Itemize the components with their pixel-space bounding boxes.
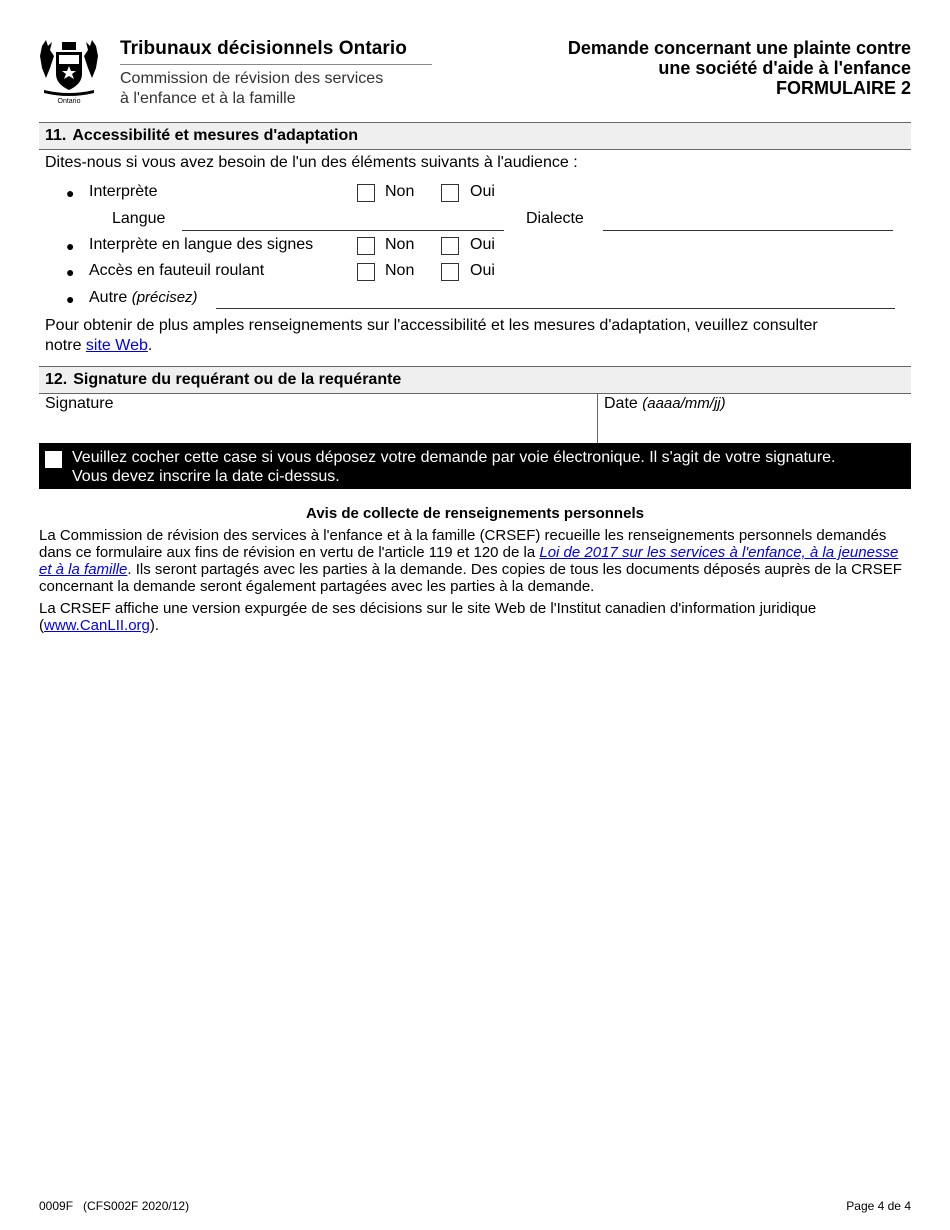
agency-rule <box>120 64 432 65</box>
agency-subtitle-2: à l'enfance et à la famille <box>120 90 296 107</box>
form-title-line-3: FORMULAIRE 2 <box>776 78 911 98</box>
date-field[interactable] <box>598 393 911 443</box>
more-info-prefix: notre <box>45 337 82 354</box>
bullet: ● <box>66 291 75 307</box>
bullet: ● <box>66 185 75 201</box>
agency-block <box>120 38 432 109</box>
section-11-header <box>39 122 911 150</box>
interpreter-yes-checkbox[interactable] <box>441 184 459 202</box>
page-number: Page 4 de 4 <box>846 1199 911 1213</box>
sign-interpreter-yes-label: Oui <box>470 236 495 253</box>
notice-paragraph-1 <box>39 527 913 595</box>
more-info-line-1: Pour obtenir de plus amples renseignements sur l'accessibilité et les mesures d'adaptation, veuillez consulter <box>45 317 818 334</box>
language-label: Langue <box>112 210 166 227</box>
wheelchair-no-label: Non <box>385 262 415 279</box>
electronic-filing-bar <box>39 443 911 489</box>
date-hint: (aaaa/mm/jj) <box>642 395 726 412</box>
notice-p2-text-a: La CRSEF affiche une version expurgée de ses décisions sur le site Web de l'Institut canadien d'information juridique ( <box>39 600 817 634</box>
ontario-coat-of-arms-logo <box>36 38 102 104</box>
form-title-line-1: Demande concernant une plainte contre <box>567 38 911 58</box>
interpreter-no-label: Non <box>385 183 415 200</box>
sign-interpreter-no-checkbox[interactable] <box>357 237 375 255</box>
website-link[interactable]: site Web <box>85 337 148 354</box>
language-input[interactable] <box>182 230 504 231</box>
wheelchair-label: Accès en fauteuil roulant <box>89 262 265 279</box>
other-hint: (précisez) <box>131 289 198 306</box>
legislation-link[interactable]: Loi de 2017 sur les services à l'enfance, à la jeunesse et à la famille <box>39 544 899 578</box>
notice-p1-text-b: . Ils seront partagés avec les parties à la demande. Des copies de tous les documents déposés auprès de la CRSEF concernant la demande seront également partagées avec les parties à la demande. <box>39 561 902 595</box>
section-12-number: 12. <box>45 371 68 388</box>
notice-title: Avis de collecte de renseignements personnels <box>306 505 644 522</box>
signature-field[interactable] <box>39 393 597 443</box>
dialect-input[interactable] <box>603 230 893 231</box>
electronic-filing-checkbox[interactable] <box>45 451 62 468</box>
canlii-link[interactable]: www.CanLII.org <box>44 617 150 634</box>
more-info-line-2 <box>45 336 905 356</box>
interpreter-yes-label: Oui <box>470 183 495 200</box>
logo-caption: Ontario <box>57 98 81 104</box>
notice-p1-text-a: La Commission de révision des services à l'enfance et à la famille (CRSEF) recueille les renseignements personnels demandés dans ce formulaire aux fins de révision en vertu de l'article 119 et 120 de la <box>39 527 887 561</box>
electronic-filing-line-1: Veuillez cocher cette case si vous déposez votre demande par voie électronique. Il s'agit de votre signature. <box>72 449 836 466</box>
agency-subtitle-1: Commission de révision des services <box>120 70 384 87</box>
section-11-intro: Dites-nous si vous avez besoin de l'un des éléments suivants à l'audience : <box>45 154 578 171</box>
section-11-number: 11. <box>45 127 67 144</box>
electronic-filing-line-2: Vous devez inscrire la date ci-dessus. <box>72 468 340 485</box>
more-info-period: . <box>147 337 153 354</box>
interpreter-no-checkbox[interactable] <box>357 184 375 202</box>
notice-p2-text-b: ). <box>149 617 160 634</box>
form-title <box>568 38 911 98</box>
other-label <box>89 289 198 307</box>
wheelchair-yes-label: Oui <box>470 262 495 279</box>
sign-interpreter-no-label: Non <box>385 236 415 253</box>
other-input[interactable] <box>216 308 895 309</box>
dialect-label: Dialecte <box>526 210 584 227</box>
notice-paragraph-2 <box>39 600 913 634</box>
interpreter-label: Interprète <box>89 183 158 200</box>
form-title-line-2: une société d'aide à l'enfance <box>658 58 911 78</box>
agency-title: Tribunaux décisionnels Ontario <box>120 38 407 59</box>
section-11-title: Accessibilité et mesures d'adaptation <box>72 127 359 144</box>
bullet: ● <box>66 264 75 280</box>
wheelchair-no-checkbox[interactable] <box>357 263 375 281</box>
section-12-header <box>39 366 911 394</box>
sign-interpreter-yes-checkbox[interactable] <box>441 237 459 255</box>
sign-interpreter-label: Interprète en langue des signes <box>89 236 314 253</box>
wheelchair-yes-checkbox[interactable] <box>441 263 459 281</box>
other-text: Autre <box>89 289 128 306</box>
bullet: ● <box>66 238 75 254</box>
date-label: Date <box>604 395 638 412</box>
more-info-text <box>45 316 905 356</box>
signature-label: Signature <box>45 395 114 412</box>
form-code: 0009F (CFS002F 2020/12) <box>39 1199 190 1213</box>
section-12-title: Signature du requérant ou de la requérante <box>73 371 402 388</box>
